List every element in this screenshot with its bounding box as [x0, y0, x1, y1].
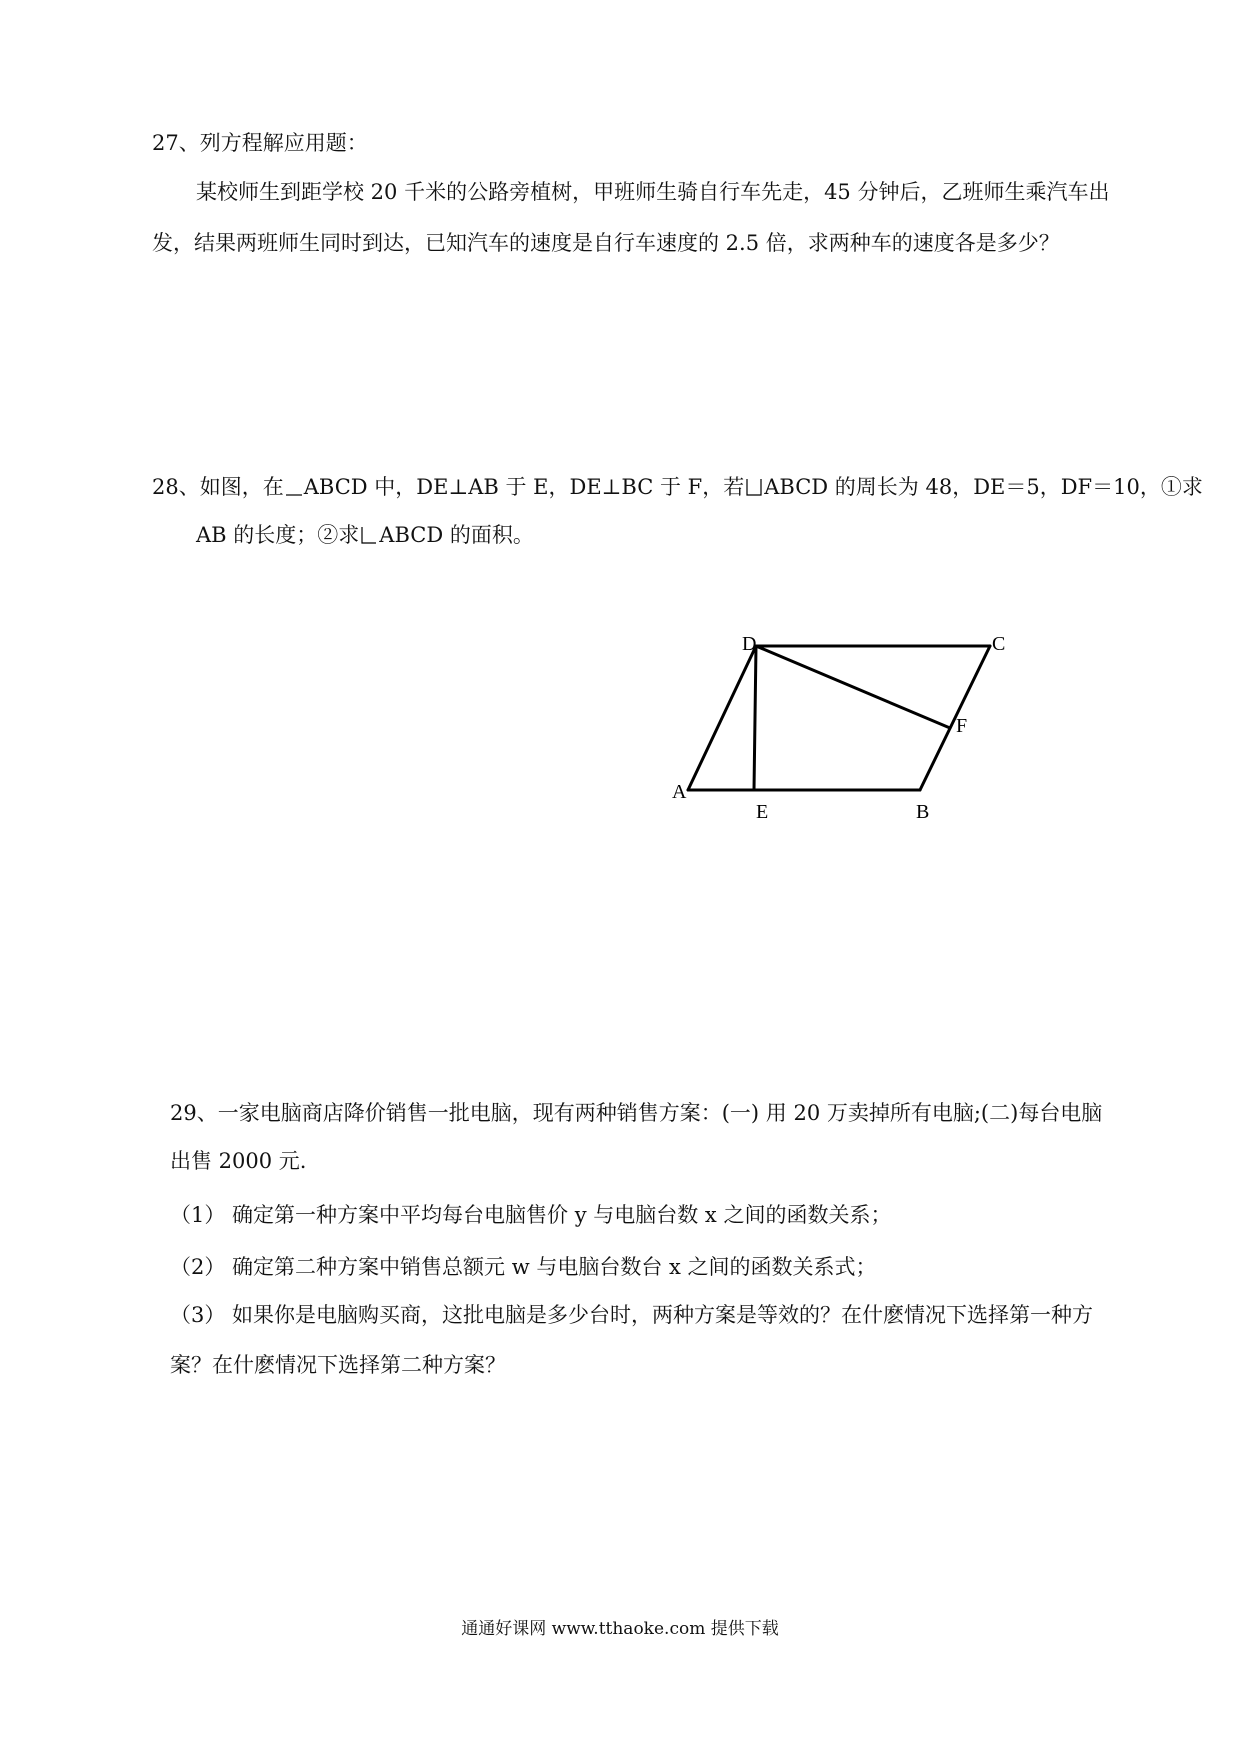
- label-e: E: [756, 801, 769, 823]
- q29-item-3-line-2: 案？在什麽情况下选择第二种方案？: [170, 1353, 506, 1377]
- parallelogram-icon: [744, 477, 764, 497]
- parallelogram-icon: [284, 477, 304, 497]
- label-b: B: [916, 801, 930, 823]
- label-f: F: [956, 715, 968, 737]
- parallelogram-icon: [359, 525, 379, 545]
- q28-line-1: [152, 474, 1203, 500]
- parallelogram-figure: [660, 620, 1020, 840]
- q27-heading: 27、列方程解应用题：: [152, 131, 368, 155]
- q29-item-1: （1） 确定第一种方案中平均每台电脑售价 y 与电脑台数 x 之间的函数关系；: [170, 1203, 892, 1227]
- segment-de: [754, 646, 756, 790]
- q29-line-2: 出售 2000 元.: [170, 1149, 307, 1173]
- q27-line-1: 某校师生到距学校 20 千米的公路旁植树，甲班师生骑自行车先走，45 分钟后，乙班师生乘汽车出: [196, 180, 1110, 204]
- q28-line2-text-b: ABCD 的面积。: [379, 523, 534, 547]
- segment-df: [756, 646, 950, 728]
- q28-line2-text-a: AB 的长度；②求: [196, 523, 360, 547]
- side-ad: [688, 646, 756, 790]
- label-d: D: [742, 633, 757, 655]
- q28-text-b: ABCD 中，DE⊥AB 于 E，DE⊥BC 于 F，若: [303, 475, 745, 499]
- label-c: C: [992, 633, 1006, 655]
- q29-line-1: 29、一家电脑商店降价销售一批电脑，现有两种销售方案：(一) 用 20 万卖掉所有电脑;(二)每台电脑: [170, 1101, 1103, 1125]
- q28-text-c: ABCD 的周长为 48，DE＝5，DF＝10，①求: [764, 475, 1203, 499]
- label-a: A: [672, 781, 687, 803]
- q29-item-3-line-1: （3） 如果你是电脑购买商，这批电脑是多少台时，两种方案是等效的？在什麽情况下选择第一种方: [170, 1303, 1094, 1327]
- q27-line-2: 发，结果两班师生同时到达，已知汽车的速度是自行车速度的 2.5 倍，求两种车的速度各是多少？: [152, 231, 1060, 255]
- q28-line-2: [196, 522, 534, 548]
- q29-item-2: （2） 确定第二种方案中销售总额元 w 与电脑台数台 x 之间的函数关系式；: [170, 1255, 877, 1279]
- q28-text-a: 28、如图，在: [152, 475, 284, 499]
- side-cb: [920, 646, 990, 790]
- page-footer: 通通好课网 www.tthaoke.com 提供下载: [461, 1619, 779, 1639]
